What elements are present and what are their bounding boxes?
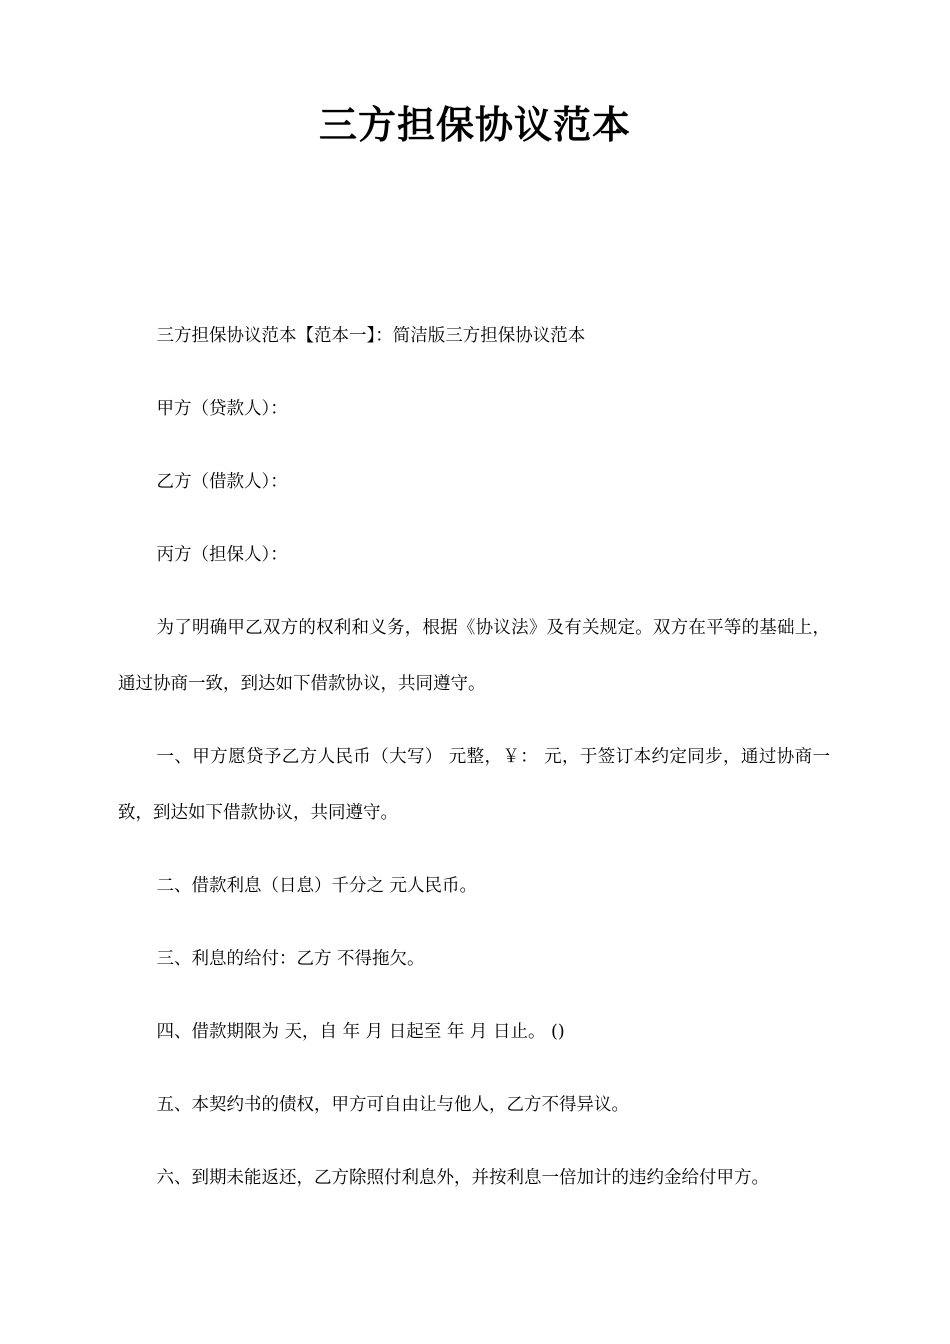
paragraph-clause-6: 六、到期未能返还，乙方除照付利息外，并按利息一倍加计的违约金给付甲方。 [156, 1168, 769, 1188]
paragraph-party-a: 甲方（贷款人）： [156, 399, 288, 419]
paragraph-clause-1: 一、甲方愿贷予乙方人民币（大写） 元整，￥： 元，于签订本约定同步，通过协商一致，到达如下借款协议，共同遵守。 [118, 747, 830, 823]
paragraph-clause-4: 四、借款期限为 天，自 年 月 日起至 年 月 日止。 () [156, 1022, 565, 1042]
document-title: 三方担保协议范本 [318, 103, 631, 147]
paragraph-party-c: 丙方（担保人）： [156, 545, 288, 565]
paragraph-preamble: 为了明确甲乙双方的权利和义务，根据《协议法》及有关规定。双方在平等的基础上，通过协商一致，到达如下借款协议，共同遵守。 [118, 618, 830, 694]
paragraph-clause-2: 二、借款利息（日息）千分之 元人民币。 [156, 876, 478, 896]
paragraph-clause-3: 三、利息的给付：乙方 不得拖欠。 [156, 949, 425, 969]
document-body [118, 318, 830, 1233]
paragraph-clause-5: 五、本契约书的债权，甲方可自由让与他人，乙方不得异议。 [156, 1095, 629, 1115]
paragraph-intro: 三方担保协议范本【范本一】：简洁版三方担保协议范本 [156, 326, 586, 346]
paragraph-party-b: 乙方（借款人）： [156, 472, 288, 492]
